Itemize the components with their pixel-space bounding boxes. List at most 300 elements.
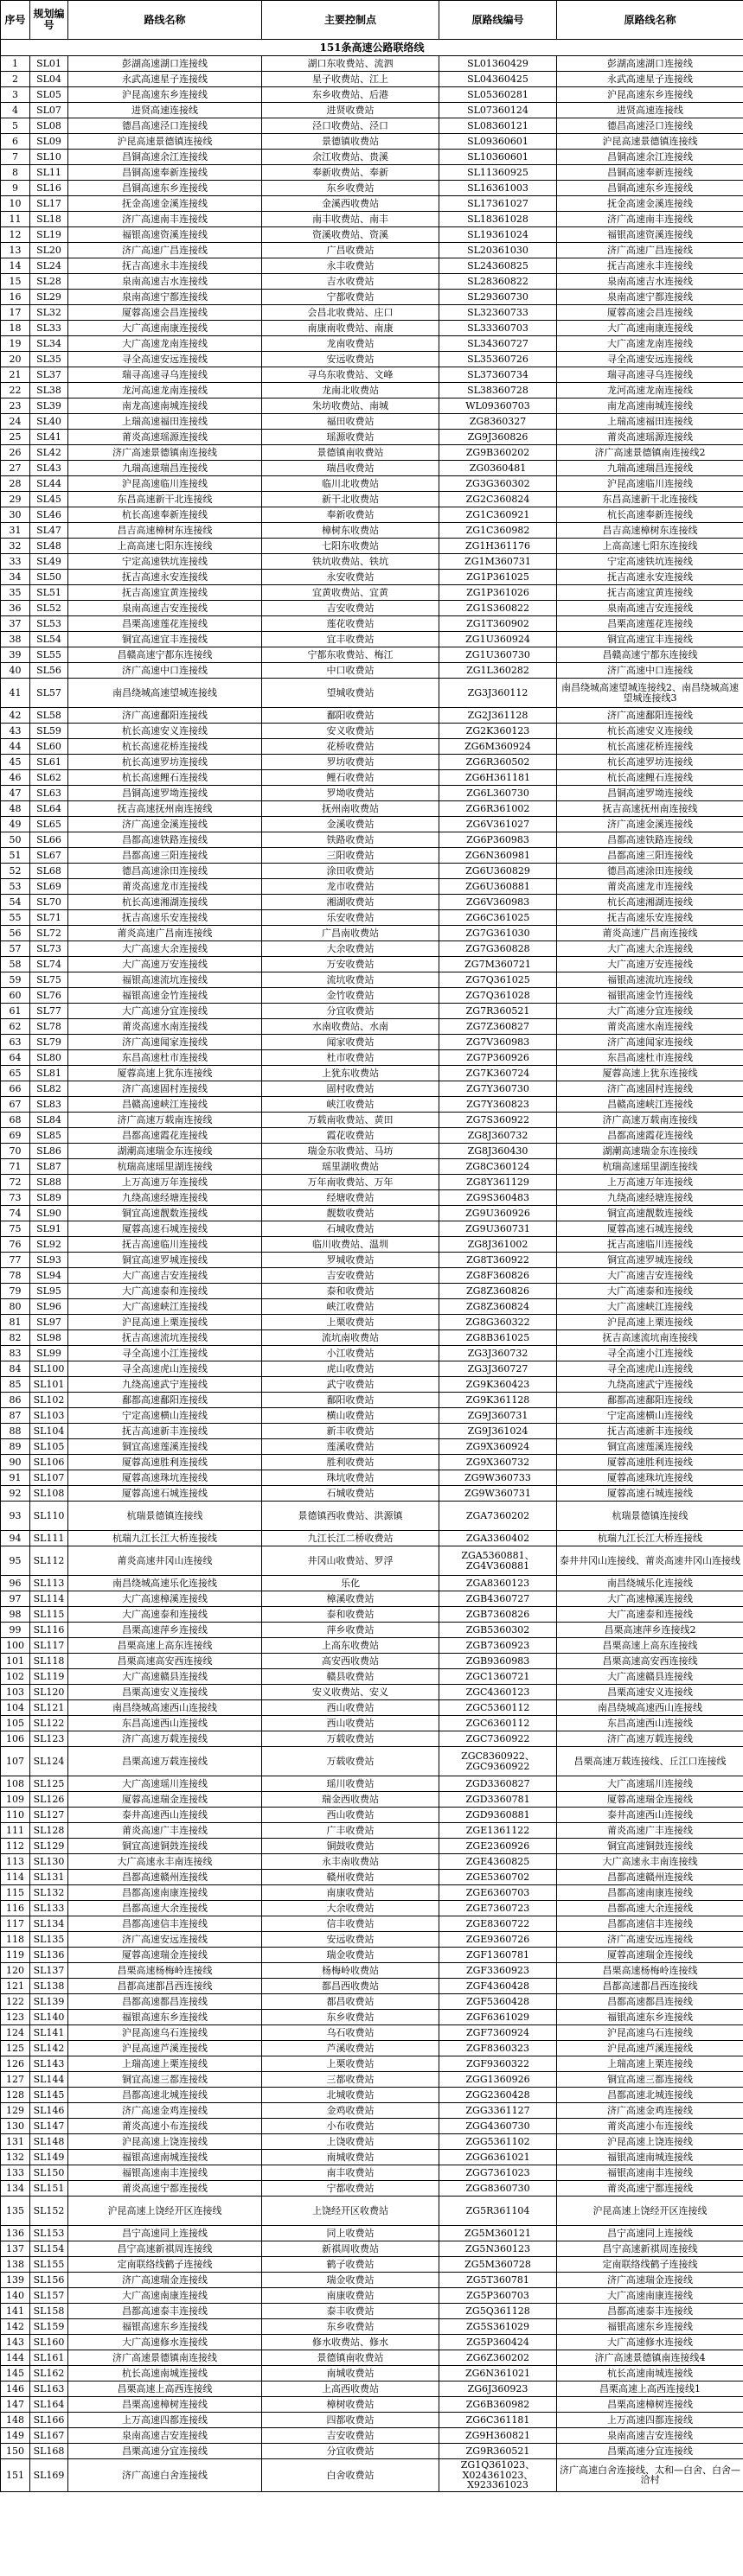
cell-no: 122 xyxy=(1,1994,30,2010)
cell-original-code: ZG3J360727 xyxy=(439,1361,557,1377)
cell-control-points: 万安收费站 xyxy=(262,957,439,972)
cell-control-points: 景德镇南收费站 xyxy=(262,2350,439,2366)
cell-no: 88 xyxy=(1,1424,30,1439)
cell-route-name: 沪昆高速芦溪连接线 xyxy=(68,2041,262,2056)
cell-control-points: 同上收费站 xyxy=(262,2226,439,2241)
cell-control-points: 上饶经开区收费站 xyxy=(262,2197,439,2226)
cell-plan-code: SL92 xyxy=(30,1237,68,1253)
cell-plan-code: SL71 xyxy=(30,910,68,926)
cell-original-name: 福银高速资溪连接线 xyxy=(557,227,743,243)
table-row xyxy=(1,212,743,227)
cell-route-name: 大广高速吉安连接线 xyxy=(68,1268,262,1284)
cell-original-code: ZG6C361025 xyxy=(439,910,557,926)
cell-plan-code: SL09 xyxy=(30,134,68,150)
cell-route-name: 厦蓉高速胜利连接线 xyxy=(68,1455,262,1470)
cell-route-name: 济广高速万载连接线 xyxy=(68,1731,262,1747)
table-row xyxy=(1,1159,743,1175)
cell-route-name: 瑞寻高速寻乌连接线 xyxy=(68,367,262,383)
cell-original-name: 铜宜高速三都连接线 xyxy=(557,2072,743,2088)
cell-original-name: 沪昆高速上饶经开区连接线 xyxy=(557,2197,743,2226)
cell-control-points: 广昌南收费站 xyxy=(262,926,439,941)
cell-route-name: 永武高速星子连接线 xyxy=(68,72,262,87)
cell-plan-code: SL129 xyxy=(30,1839,68,1854)
cell-control-points: 井冈山收费站、罗浮 xyxy=(262,1546,439,1576)
cell-no: 59 xyxy=(1,972,30,988)
cell-route-name: 昌栗高速上高西连接线 xyxy=(68,2382,262,2397)
cell-original-name: 济广高速中口连接线 xyxy=(557,663,743,679)
cell-original-code: ZGF8360323 xyxy=(439,2041,557,2056)
cell-route-name: 九瑞高速瑞昌连接线 xyxy=(68,461,262,476)
cell-original-code: ZG8J360732 xyxy=(439,1128,557,1144)
cell-control-points: 湘湖收费站 xyxy=(262,895,439,910)
table-row xyxy=(1,2382,743,2397)
cell-route-name: 济广高速固村连接线 xyxy=(68,1081,262,1097)
table-row xyxy=(1,786,743,801)
cell-original-name: 昌都高速信丰连接线 xyxy=(557,1916,743,1932)
cell-no: 102 xyxy=(1,1669,30,1685)
cell-plan-code: SL137 xyxy=(30,1963,68,1979)
cell-no: 133 xyxy=(1,2165,30,2181)
cell-original-name: 厦蓉高速胜利连接线 xyxy=(557,1455,743,1470)
table-row xyxy=(1,616,743,632)
table-header xyxy=(1,1,743,40)
cell-control-points: 新干北收费站 xyxy=(262,492,439,507)
cell-route-name: 抚吉高速宜黄连接线 xyxy=(68,585,262,601)
cell-plan-code: SL90 xyxy=(30,1206,68,1221)
cell-route-name: 大广高速大余连接线 xyxy=(68,941,262,957)
cell-plan-code: SL80 xyxy=(30,1050,68,1066)
cell-route-name: 莆炎高速瑶源连接线 xyxy=(68,430,262,445)
cell-no: 78 xyxy=(1,1268,30,1284)
table-row xyxy=(1,755,743,770)
cell-control-points: 安远收费站 xyxy=(262,1932,439,1948)
table-row xyxy=(1,1113,743,1128)
cell-original-code: ZGB5360302 xyxy=(439,1623,557,1638)
table-row xyxy=(1,957,743,972)
cell-plan-code: SL89 xyxy=(30,1190,68,1206)
cell-original-code: ZGE2360926 xyxy=(439,1839,557,1854)
cell-plan-code: SL107 xyxy=(30,1470,68,1486)
cell-control-points: 铁坑收费站、铁坑 xyxy=(262,554,439,570)
cell-plan-code: SL79 xyxy=(30,1035,68,1050)
cell-control-points: 萍乡收费站 xyxy=(262,1623,439,1638)
cell-original-name: 厦蓉高速珠坑连接线 xyxy=(557,1470,743,1486)
cell-original-name: 厦蓉高速石城连接线 xyxy=(557,1221,743,1237)
header-original-name: 原路线名称 xyxy=(557,1,743,40)
cell-original-name: 抚金高速金溪连接线 xyxy=(557,196,743,212)
cell-plan-code: SL59 xyxy=(30,724,68,739)
cell-original-code: ZGE9360726 xyxy=(439,1932,557,1948)
cell-original-code: ZG9K361128 xyxy=(439,1393,557,1408)
cell-original-name: 福银高速东乡连接线 xyxy=(557,2010,743,2025)
cell-no: 13 xyxy=(1,243,30,258)
cell-control-points: 中口收费站 xyxy=(262,663,439,679)
cell-original-code: ZG6L360730 xyxy=(439,786,557,801)
cell-plan-code: SL07 xyxy=(30,103,68,118)
cell-control-points: 七阳东收费站 xyxy=(262,539,439,554)
cell-no: 83 xyxy=(1,1346,30,1361)
table-row xyxy=(1,1393,743,1408)
cell-original-name: 昌都高速都昌西连接线 xyxy=(557,1979,743,1994)
cell-original-code: ZGB7360923 xyxy=(439,1638,557,1654)
cell-control-points: 万载收费站 xyxy=(262,1747,439,1776)
cell-route-name: 铜宜高速三都连接线 xyxy=(68,2072,262,2088)
cell-control-points: 永丰收费站 xyxy=(262,258,439,274)
cell-route-name: 昌铜高速余江连接线 xyxy=(68,150,262,165)
table-row xyxy=(1,724,743,739)
cell-route-name: 上万高速万年连接线 xyxy=(68,1175,262,1190)
table-row xyxy=(1,1439,743,1455)
cell-plan-code: SL114 xyxy=(30,1591,68,1607)
table-row xyxy=(1,181,743,196)
cell-control-points: 闻家收费站 xyxy=(262,1035,439,1050)
cell-route-name: 上万高速四都连接线 xyxy=(68,2413,262,2428)
cell-original-name: 莆炎高速广昌南连接线 xyxy=(557,926,743,941)
cell-no: 108 xyxy=(1,1776,30,1792)
table-row xyxy=(1,2150,743,2165)
table-row xyxy=(1,2088,743,2103)
cell-route-name: 昌吉高速樟树东连接线 xyxy=(68,523,262,539)
cell-control-points: 景德镇西收费站、洪源镇 xyxy=(262,1502,439,1531)
cell-plan-code: SL123 xyxy=(30,1731,68,1747)
cell-plan-code: SL69 xyxy=(30,879,68,895)
cell-route-name: 昌栗高速樟树连接线 xyxy=(68,2397,262,2413)
cell-plan-code: SL148 xyxy=(30,2134,68,2150)
cell-original-name: 济广高速广昌连接线 xyxy=(557,243,743,258)
cell-original-code: ZG8C360124 xyxy=(439,1159,557,1175)
cell-original-code: SL04360425 xyxy=(439,72,557,87)
cell-no: 45 xyxy=(1,755,30,770)
cell-no: 30 xyxy=(1,507,30,523)
cell-control-points: 分宜收费站 xyxy=(262,2444,439,2459)
cell-plan-code: SL84 xyxy=(30,1113,68,1128)
cell-route-name: 昌栗高速上高东连接线 xyxy=(68,1638,262,1654)
cell-original-code: SL10360601 xyxy=(439,150,557,165)
table-row xyxy=(1,258,743,274)
table-row xyxy=(1,1607,743,1623)
cell-control-points: 莲溪收费站 xyxy=(262,1439,439,1455)
cell-original-name: 昌栗高速樟树连接线 xyxy=(557,2397,743,2413)
cell-route-name: 沪昆高速上饶连接线 xyxy=(68,2134,262,2150)
cell-route-name: 大广高速修水连接线 xyxy=(68,2335,262,2350)
table-row xyxy=(1,2241,743,2257)
cell-no: 136 xyxy=(1,2226,30,2241)
cell-no: 65 xyxy=(1,1066,30,1081)
cell-original-code: ZG2C360824 xyxy=(439,492,557,507)
cell-no: 146 xyxy=(1,2382,30,2397)
cell-route-name: 南龙高速南城连接线 xyxy=(68,399,262,414)
cell-plan-code: SL51 xyxy=(30,585,68,601)
cell-original-code: ZGF1360781 xyxy=(439,1948,557,1963)
cell-route-name: 莆炎高速广昌南连接线 xyxy=(68,926,262,941)
cell-plan-code: SL168 xyxy=(30,2444,68,2459)
table-row xyxy=(1,1206,743,1221)
cell-no: 120 xyxy=(1,1963,30,1979)
cell-original-code: ZG9R360521 xyxy=(439,2444,557,2459)
cell-control-points: 寻乌东收费站、文峰 xyxy=(262,367,439,383)
cell-control-points: 万载收费站 xyxy=(262,1731,439,1747)
cell-original-name: 济广高速安远连接线 xyxy=(557,1932,743,1948)
cell-original-name: 南昌绕城高速西山连接线 xyxy=(557,1700,743,1716)
cell-original-name: 莆炎高速小布连接线 xyxy=(557,2119,743,2134)
table-row xyxy=(1,523,743,539)
table-row xyxy=(1,910,743,926)
cell-original-code: ZG8J360430 xyxy=(439,1144,557,1159)
cell-route-name: 铜宜高速靓数连接线 xyxy=(68,1206,262,1221)
cell-no: 80 xyxy=(1,1299,30,1315)
cell-control-points: 龙市收费站 xyxy=(262,879,439,895)
cell-route-name: 昌都高速霞花连接线 xyxy=(68,1128,262,1144)
cell-route-name: 杭长高速罗坊连接线 xyxy=(68,755,262,770)
cell-route-name: 大广高速泰和连接线 xyxy=(68,1284,262,1299)
table-row xyxy=(1,601,743,616)
table-row xyxy=(1,1237,743,1253)
cell-no: 9 xyxy=(1,181,30,196)
cell-no: 2 xyxy=(1,72,30,87)
cell-control-points: 横山收费站 xyxy=(262,1408,439,1424)
cell-control-points: 樟树收费站 xyxy=(262,2397,439,2413)
cell-route-name: 南昌绕城高速西山连接线 xyxy=(68,1700,262,1716)
cell-original-code: ZGC6360112 xyxy=(439,1716,557,1731)
cell-original-code: ZGF4360428 xyxy=(439,1979,557,1994)
cell-control-points: 东乡收费站 xyxy=(262,2010,439,2025)
cell-route-name: 厦蓉高速石城连接线 xyxy=(68,1221,262,1237)
cell-no: 53 xyxy=(1,879,30,895)
cell-original-code: ZG0360481 xyxy=(439,461,557,476)
cell-no: 5 xyxy=(1,118,30,134)
cell-plan-code: SL169 xyxy=(30,2459,68,2492)
cell-plan-code: SL16 xyxy=(30,181,68,196)
cell-original-code: ZG5T360781 xyxy=(439,2273,557,2288)
cell-no: 145 xyxy=(1,2366,30,2382)
cell-original-name: 瑞寻高速寻乌连接线 xyxy=(557,367,743,383)
cell-route-name: 寻全高速小江连接线 xyxy=(68,1346,262,1361)
cell-no: 124 xyxy=(1,2025,30,2041)
cell-no: 50 xyxy=(1,832,30,848)
cell-control-points: 金溪西收费站 xyxy=(262,196,439,212)
table-row xyxy=(1,1315,743,1330)
cell-original-code: ZGE5360702 xyxy=(439,1870,557,1885)
cell-control-points: 南城收费站 xyxy=(262,2366,439,2382)
cell-original-name: 抚吉高速临川连接线 xyxy=(557,1237,743,1253)
cell-no: 74 xyxy=(1,1206,30,1221)
table-row xyxy=(1,708,743,724)
table-row xyxy=(1,2273,743,2288)
cell-no: 132 xyxy=(1,2150,30,2165)
cell-original-name: 大广高速峡江连接线 xyxy=(557,1299,743,1315)
cell-no: 48 xyxy=(1,801,30,817)
cell-control-points: 吉水收费站 xyxy=(262,274,439,290)
cell-original-name: 昌栗高速上高西连接线1 xyxy=(557,2382,743,2397)
cell-route-name: 济广高速闻家连接线 xyxy=(68,1035,262,1050)
table-row xyxy=(1,1175,743,1190)
table-row xyxy=(1,2288,743,2304)
cell-original-name: 济广高速固村连接线 xyxy=(557,1081,743,1097)
cell-plan-code: SL162 xyxy=(30,2366,68,2382)
cell-no: 71 xyxy=(1,1159,30,1175)
cell-plan-code: SL43 xyxy=(30,461,68,476)
cell-original-name: 昌赣高速宁都东连接线 xyxy=(557,647,743,663)
cell-control-points: 东乡收费站、后港 xyxy=(262,87,439,103)
table-row xyxy=(1,1284,743,1299)
cell-original-name: 济广高速白舍连接线、太和—白舍、白舍—洽村 xyxy=(557,2459,743,2492)
cell-original-code: ZGG1360926 xyxy=(439,2072,557,2088)
table-row xyxy=(1,2226,743,2241)
cell-original-code: ZG5M360121 xyxy=(439,2226,557,2241)
table-row xyxy=(1,1190,743,1206)
cell-original-name: 上高高速七阳东连接线 xyxy=(557,539,743,554)
cell-control-points: 安义收费站、安义 xyxy=(262,1685,439,1700)
cell-original-name: 抚吉高速流坑南连接线 xyxy=(557,1330,743,1346)
table-row xyxy=(1,539,743,554)
cell-original-name: 泰井高速西山连接线 xyxy=(557,1808,743,1823)
cell-original-name: 杭瑞九江长江大桥连接线 xyxy=(557,1531,743,1546)
cell-control-points: 杜市收费站 xyxy=(262,1050,439,1066)
cell-route-name: 昌铜高速东乡连接线 xyxy=(68,181,262,196)
table-row xyxy=(1,1377,743,1393)
cell-plan-code: SL115 xyxy=(30,1607,68,1623)
header-no: 序号 xyxy=(1,1,30,40)
cell-original-code: ZGA5360881、ZG4V360881 xyxy=(439,1546,557,1576)
cell-route-name: 莆炎高速广丰连接线 xyxy=(68,1823,262,1839)
cell-original-code: SL11360925 xyxy=(439,165,557,181)
cell-no: 1 xyxy=(1,56,30,72)
table-row xyxy=(1,2025,743,2041)
cell-plan-code: SL65 xyxy=(30,817,68,832)
cell-original-code: ZG6C361181 xyxy=(439,2413,557,2428)
cell-plan-code: SL95 xyxy=(30,1284,68,1299)
cell-route-name: 杭长高速安义连接线 xyxy=(68,724,262,739)
cell-original-code: SL32360733 xyxy=(439,305,557,321)
cell-route-name: 大广高速永丰南连接线 xyxy=(68,1854,262,1870)
cell-control-points: 吉安收费站 xyxy=(262,601,439,616)
cell-control-points: 广昌收费站 xyxy=(262,243,439,258)
cell-no: 68 xyxy=(1,1113,30,1128)
cell-original-code: ZG5P360703 xyxy=(439,2288,557,2304)
cell-control-points: 上栗收费站 xyxy=(262,1315,439,1330)
table-row xyxy=(1,972,743,988)
table-row xyxy=(1,2041,743,2056)
cell-original-name: 福银高速南城连接线 xyxy=(557,2150,743,2165)
cell-original-name: 泉南高速吉安连接线 xyxy=(557,601,743,616)
cell-route-name: 福银高速东乡连接线 xyxy=(68,2010,262,2025)
cell-no: 32 xyxy=(1,539,30,554)
cell-plan-code: SL91 xyxy=(30,1221,68,1237)
table-row xyxy=(1,336,743,352)
cell-original-name: 杭长高速罗坊连接线 xyxy=(557,755,743,770)
cell-original-code: ZGC8360922、ZGC9360922 xyxy=(439,1747,557,1776)
cell-no: 36 xyxy=(1,601,30,616)
cell-original-name: 东昌高速新干北连接线 xyxy=(557,492,743,507)
cell-no: 98 xyxy=(1,1607,30,1623)
cell-control-points: 朱坊收费站、南城 xyxy=(262,399,439,414)
cell-original-name: 抚吉高速宜黄连接线 xyxy=(557,585,743,601)
cell-plan-code: SL41 xyxy=(30,430,68,445)
cell-route-name: 寻全高速安远连接线 xyxy=(68,352,262,367)
cell-route-name: 铜宜高速莲溪连接线 xyxy=(68,1439,262,1455)
table-row xyxy=(1,1502,743,1531)
cell-plan-code: SL81 xyxy=(30,1066,68,1081)
table-row xyxy=(1,150,743,165)
cell-original-code: ZGD9360881 xyxy=(439,1808,557,1823)
cell-original-name: 昌铜高速奉新连接线 xyxy=(557,165,743,181)
cell-plan-code: SL104 xyxy=(30,1424,68,1439)
cell-no: 128 xyxy=(1,2088,30,2103)
cell-route-name: 昌都高速北城连接线 xyxy=(68,2088,262,2103)
cell-original-name: 铜宜高速铜鼓连接线 xyxy=(557,1839,743,1854)
table-row xyxy=(1,1531,743,1546)
cell-control-points: 白舍收费站 xyxy=(262,2459,439,2492)
table-row xyxy=(1,2197,743,2226)
cell-plan-code: SL151 xyxy=(30,2181,68,2197)
cell-plan-code: SL105 xyxy=(30,1439,68,1455)
table-row xyxy=(1,1081,743,1097)
cell-original-code: SL08360121 xyxy=(439,118,557,134)
cell-control-points: 龙南收费站 xyxy=(262,336,439,352)
cell-original-code: ZG5P360424 xyxy=(439,2335,557,2350)
cell-plan-code: SL28 xyxy=(30,274,68,290)
cell-original-name: 昌赣高速峡江连接线 xyxy=(557,1097,743,1113)
cell-route-name: 沪昆高速临川连接线 xyxy=(68,476,262,492)
cell-original-name: 九瑞高速瑞昌连接线 xyxy=(557,461,743,476)
cell-original-name: 宁定高速铁坑连接线 xyxy=(557,554,743,570)
cell-original-code: ZG3J360732 xyxy=(439,1346,557,1361)
cell-control-points: 靓数收费站 xyxy=(262,1206,439,1221)
cell-plan-code: SL155 xyxy=(30,2257,68,2273)
cell-no: 117 xyxy=(1,1916,30,1932)
cell-original-name: 进贤高速连接线 xyxy=(557,103,743,118)
table-row xyxy=(1,274,743,290)
cell-control-points: 瑞昌收费站 xyxy=(262,461,439,476)
cell-no: 96 xyxy=(1,1576,30,1591)
cell-original-code: ZGF6361029 xyxy=(439,2010,557,2025)
cell-original-name: 抚吉高速新丰连接线 xyxy=(557,1424,743,1439)
cell-original-name: 大广高速分宜连接线 xyxy=(557,1004,743,1019)
cell-plan-code: SL146 xyxy=(30,2103,68,2119)
cell-original-name: 东昌高速杜市连接线 xyxy=(557,1050,743,1066)
cell-plan-code: SL52 xyxy=(30,601,68,616)
cell-original-code: SL24360825 xyxy=(439,258,557,274)
cell-route-name: 大广高速赣县连接线 xyxy=(68,1669,262,1685)
table-row xyxy=(1,2335,743,2350)
cell-no: 18 xyxy=(1,321,30,336)
cell-plan-code: SL38 xyxy=(30,383,68,399)
cell-original-name: 德昌高速泾口连接线 xyxy=(557,118,743,134)
table-row xyxy=(1,941,743,957)
cell-no: 107 xyxy=(1,1747,30,1776)
cell-route-name: 大广高速南康连接线 xyxy=(68,2288,262,2304)
cell-plan-code: SL70 xyxy=(30,895,68,910)
cell-route-name: 昌都高速都昌西连接线 xyxy=(68,1979,262,1994)
cell-original-code: ZG6V360983 xyxy=(439,895,557,910)
cell-control-points: 广丰收费站 xyxy=(262,1823,439,1839)
cell-no: 60 xyxy=(1,988,30,1004)
cell-control-points: 樟树东收费站 xyxy=(262,523,439,539)
cell-control-points: 奉新收费站、奉新 xyxy=(262,165,439,181)
cell-route-name: 杭瑞高速瑶里湖连接线 xyxy=(68,1159,262,1175)
cell-no: 134 xyxy=(1,2181,30,2197)
cell-route-name: 莆炎高速井冈山连接线 xyxy=(68,1546,262,1576)
cell-original-name: 济广高速鄱阳连接线 xyxy=(557,708,743,724)
cell-route-name: 济广高速金溪连接线 xyxy=(68,817,262,832)
cell-route-name: 济广高速南丰连接线 xyxy=(68,212,262,227)
cell-original-code: ZG9W360733 xyxy=(439,1470,557,1486)
cell-plan-code: SL10 xyxy=(30,150,68,165)
cell-original-name: 大广高速樟溪连接线 xyxy=(557,1591,743,1607)
cell-no: 63 xyxy=(1,1035,30,1050)
cell-no: 138 xyxy=(1,2257,30,2273)
cell-no: 101 xyxy=(1,1654,30,1669)
